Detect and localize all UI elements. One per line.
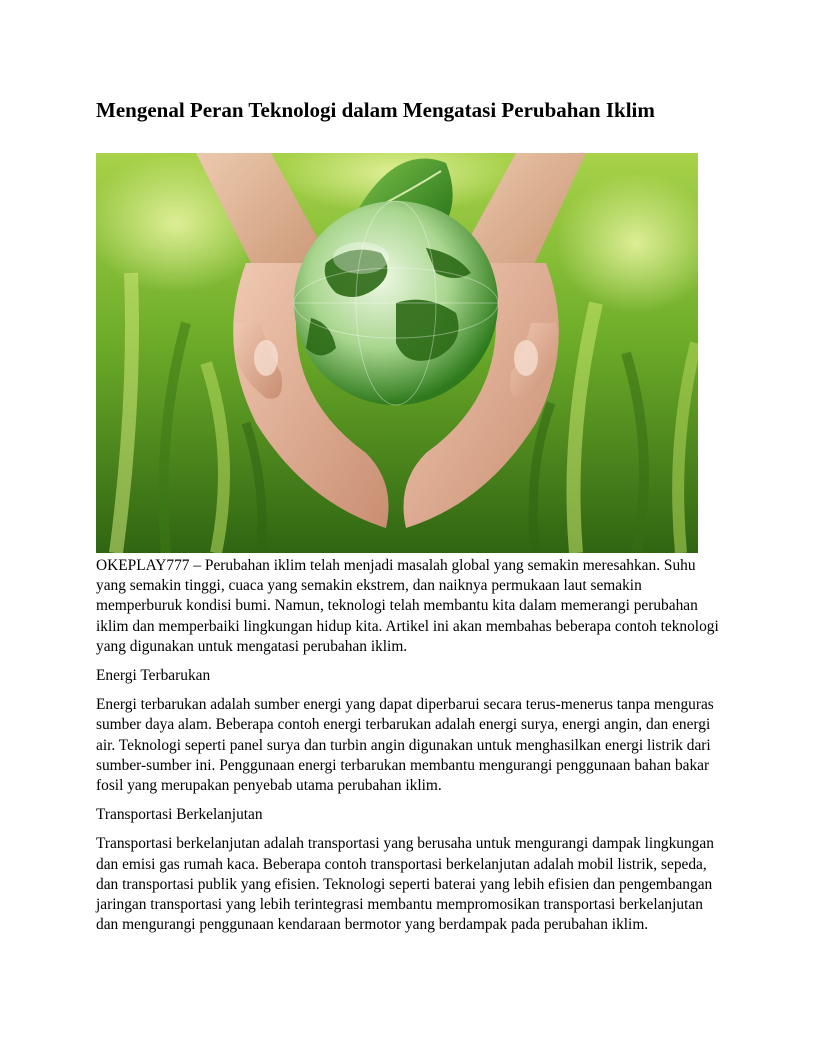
intro-paragraph: OKEPLAY777 – Perubahan iklim telah menjadi masalah global yang semakin meresahkan. Suhu yang semakin tinggi, cuaca yang semakin ekstrem, dan naiknya permukaan laut semakin memperburuk kondisi bumi. Namun, teknologi telah membantu kita dalam memerangi perubahan iklim dan memperbaiki lingkungan hidup kita. Artikel ini akan membahas beberapa contoh teknologi yang digunakan untuk mengatasi perubahan iklim. <box>96 557 719 655</box>
section-heading-energi-terbarukan: Energi Terbarukan <box>96 667 211 685</box>
globe-in-hands-image <box>96 153 698 553</box>
article-title: Mengenal Peran Teknologi dalam Mengatasi Perubahan Iklim <box>96 98 655 122</box>
article-body <box>96 556 720 944</box>
section-paragraph-energi-terbarukan: Energi terbarukan adalah sumber energi yang dapat diperbarui secara terus-menerus tanpa menguras sumber daya alam. Beberapa contoh energi terbarukan adalah energi surya, energi angin, dan energi air. Teknologi seperti panel surya dan turbin angin digunakan untuk menghasilkan energi listrik dari sumber-sumber ini. Penggunaan energi terbarukan membantu mengurangi penggunaan bahan bakar fosil yang merupakan penyebab utama perubahan iklim. <box>96 696 714 795</box>
section-heading-transportasi-berkelanjutan: Transportasi Berkelanjutan <box>96 806 263 824</box>
section-paragraph-transportasi-berkelanjutan: Transportasi berkelanjutan adalah transportasi yang berusaha untuk mengurangi dampak lingkungan dan emisi gas rumah kaca. Beberapa contoh transportasi berkelanjutan adalah mobil listrik, sepeda, dan transportasi publik yang efisien. Teknologi seperti baterai yang lebih efisien dan pengembangan jaringan transportasi yang lebih terintegrasi membantu mempromosikan transportasi berkelanjutan dan mengurangi penggunaan kendaraan bermotor yang berdampak pada perubahan iklim. <box>96 835 714 934</box>
